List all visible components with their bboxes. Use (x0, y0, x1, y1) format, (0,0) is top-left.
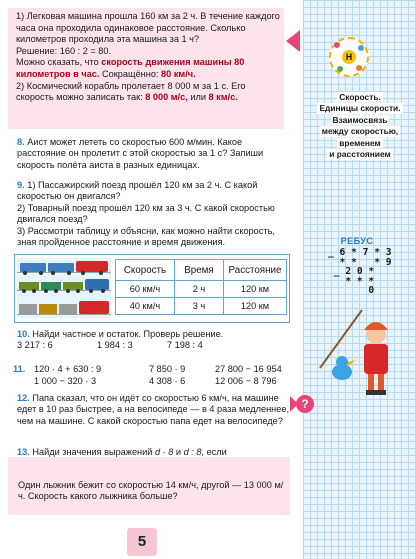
definition-p1: 1) Легковая машина прошла 160 км за 2 ч. В течение каждого часа она проходила одинаковое расстояние. Сколько километров проходила эта машина за 1 ч? (16, 11, 280, 45)
definition-solution: Решение: 160 : 2 = 80. (16, 45, 112, 56)
table-cell: 3 ч (175, 298, 224, 315)
table-cell: 120 км (224, 281, 287, 298)
table-row (116, 298, 287, 315)
exercise-9: 9. 1) Пассажирский поезд прошёл 120 км за 2 ч. С какой скоростью он двигался? 2) Товарный поезд прошёл 120 км за 3 ч. С какой скоростью двигался поезд? 3) Рассмотри таблицу и объясни, как можно найти скорость, зная пройденное расстояние и время движения. (17, 180, 275, 248)
trains-illustration (17, 258, 111, 318)
exercise-13: 13. Найди значения выражений d · 8 и d : 8, если (17, 447, 227, 457)
exercise-10: 10. Найди частное и остаток. Проверь решение. 3 217 : 6 1 984 : 3 7 198 : 4 (17, 329, 224, 351)
exercise-8: 8. Аист может лететь со скоростью 600 м/мин. Какое расстояние он пролетит с этой скоростью за 1 с? Запиши скорость полёта аиста в разных единицах. (17, 137, 264, 170)
rebus-label: РЕБУС (340, 236, 374, 246)
speed-table (115, 259, 287, 315)
definition-box (8, 8, 284, 129)
page-number: 5 (127, 528, 157, 556)
table-cell: 2 ч (175, 281, 224, 298)
table-cell: 40 км/ч (116, 298, 175, 315)
table-header: Скорость (116, 260, 175, 281)
rebus-puzzle: _ 6 * 7 * 3 * * * 9 _ 2 0 * * * * 0 (328, 247, 392, 297)
speed-table-panel (14, 254, 290, 323)
table-cell: 120 км (224, 298, 287, 315)
table-header: Время (175, 260, 224, 281)
train-icon (17, 258, 111, 318)
badge-n-icon: Н (329, 37, 369, 77)
challenge-box (8, 457, 290, 515)
table-header-row (116, 260, 287, 281)
exercise-12: 12. Папа сказал, что он идёт со скоростью 6 км/ч, на машине едет в 10 раз быстрее, а на велосипеде — в 4 раза медленнее, чем на машине. С какой скоростью папа едет на велосипеде? (17, 393, 290, 426)
table-header: Расстояние (224, 260, 287, 281)
table-cell: 60 км/ч (116, 281, 175, 298)
challenge-text: Один лыжник бежит со скоростью 14 км/ч, другой — 13 000 м/ч. Скорость какого лыжника больше? (18, 480, 284, 502)
teacher-cartoon-icon (318, 300, 410, 400)
definition-p3: 2) Космический корабль пролетает 8 000 м за 1 с. Его скорость можно записать так: 8 000 м/с, или 8 км/с. (16, 80, 246, 103)
exercise-11: 11. 120 · 4 + 630 : 9 1 000 − 320 · 3 7 850 · 9 4 308 · 6 27 800 − 16 954 12 006 − 8 796 (13, 364, 282, 386)
pink-pointer-top (286, 30, 300, 52)
pink-pointer-lower (290, 396, 298, 412)
topic-note: Скорость. Единицы скорости. Взаимосвязь между скоростью, временем и расстоянием (319, 91, 401, 160)
definition-p2: Можно сказать, что скорость движения машины 80 километров в час. Сокращённо: 80 км/ч. (16, 57, 245, 79)
question-badge: ? (296, 395, 314, 413)
table-row (116, 281, 287, 298)
